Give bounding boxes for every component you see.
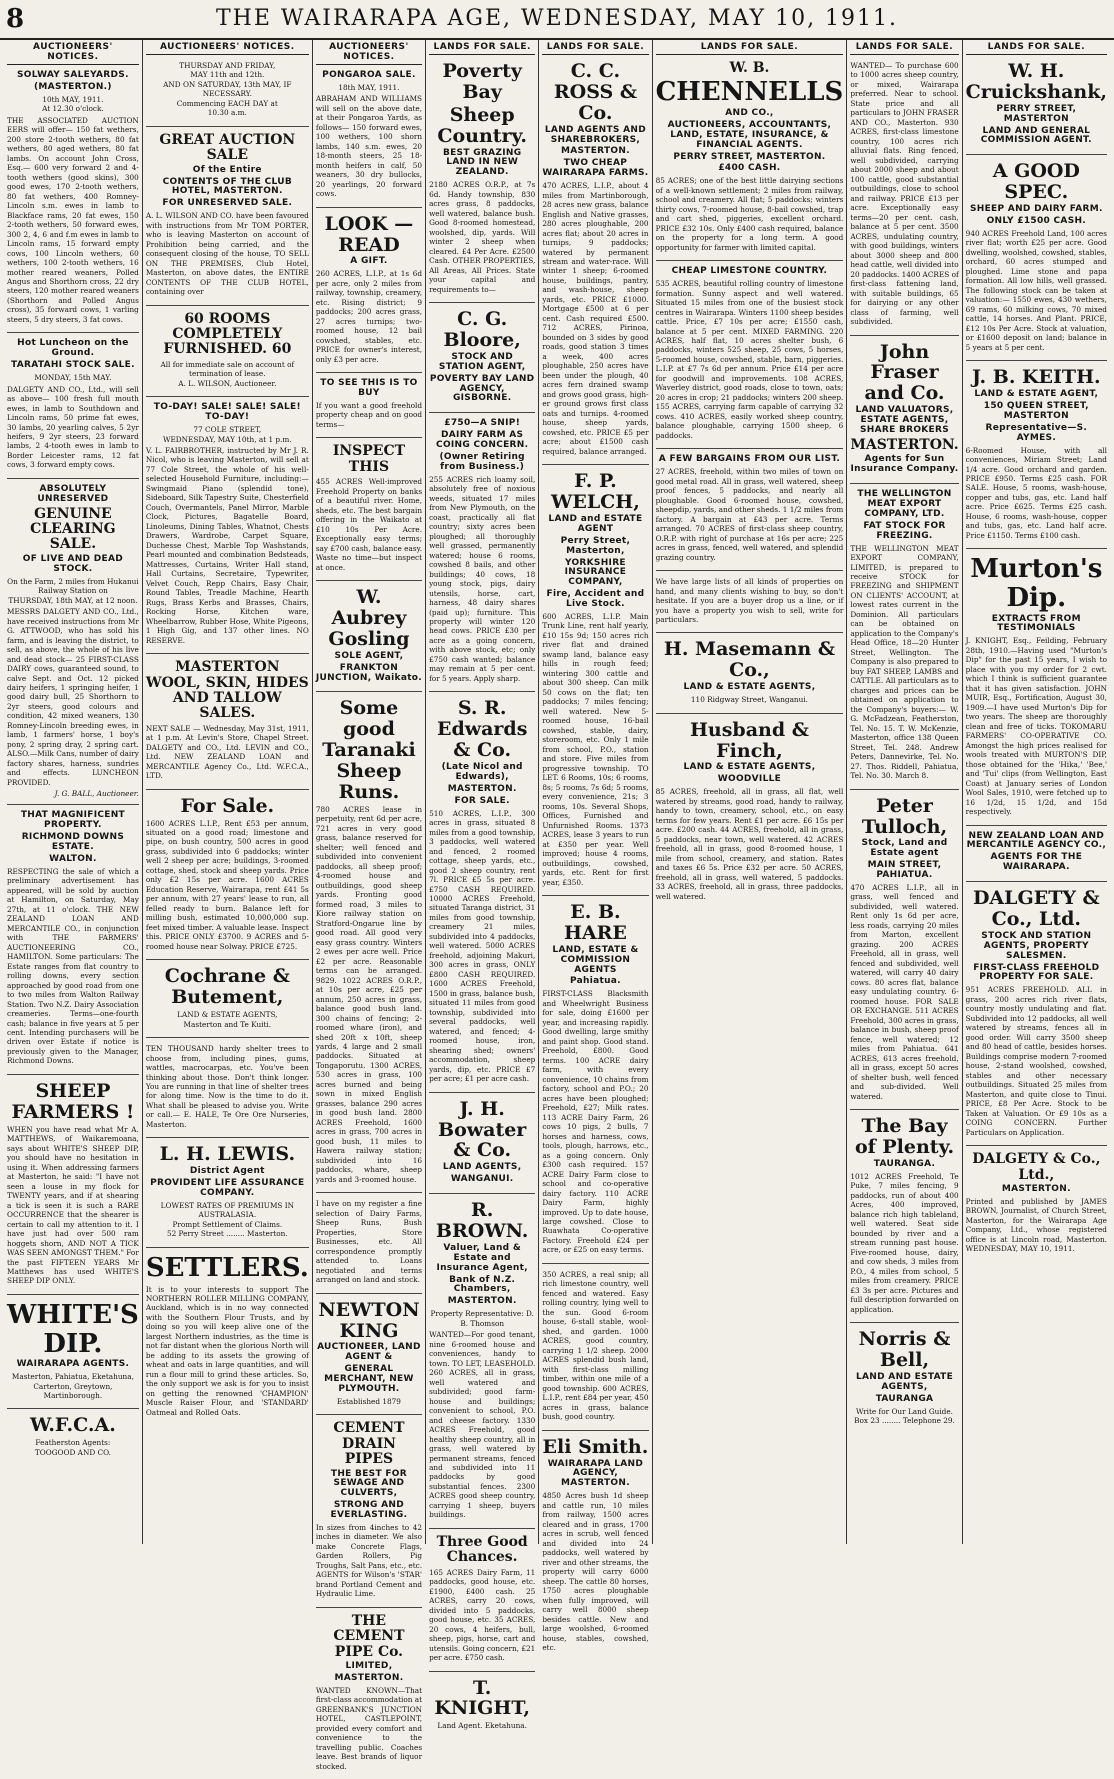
ad-line: Box 23 ........ Telephone 29. (854, 1416, 955, 1425)
column-5 (539, 40, 652, 1652)
ad-body: If you want a good freehold property cheap and on good terms— (315, 401, 423, 429)
ad-heading: WAIRARAPA LAND AGENCY, MASTERTON. (547, 1458, 644, 1489)
ad-heading: NEW ZEALAND LOAN AND MERCANTILE AGENCY CO., (966, 830, 1107, 851)
ad-heading: PROVIDENT LIFE ASSURANCE COMPANY. (150, 1178, 305, 1199)
ad-heading: S. R. Edwards & Co. (436, 697, 528, 762)
ad-heading: TO-DAY! SALE! SALE! SALE! TO-DAY! (153, 402, 301, 423)
advertisement (542, 55, 648, 465)
column-header: LANDS FOR SALE. (966, 40, 1107, 55)
ad-line: LOWEST RATES OF PREMIUMS IN AUSTRALASIA. (160, 1200, 294, 1220)
ad-heading: LAND VALUATORS, ESTATE AGENTS, SHARE BROKERS (855, 405, 954, 436)
advertisement (429, 55, 535, 303)
advertisement (316, 1415, 422, 1608)
column-header: AUCTIONEERS' NOTICES. (7, 40, 139, 65)
ad-heading: £750—A SNIP! (444, 418, 521, 429)
ad-heading: CHENNELLS (655, 77, 844, 108)
ad-heading: C. G. Bloore, (443, 308, 521, 351)
advertisement (656, 55, 844, 261)
ad-body: 350 ACRES, a real snip; all rich limestone country, well fenced and watered. Easy rolling country, lying well to the sun. Good 6-room house, 6-stall stable, wool-shed, and garden. 1000 ACRES, good country, carrying 1 1/2 sheep. 2000 ACRES splendid bush land, with first-class milling timber, within one mile of a good township. 600 ACRES, L.I.P., rent £84 per year, 450 acres in grass, balance bush, good country. (542, 1269, 649, 1422)
advertisement (7, 805, 139, 1075)
ad-heading: A GIFT. (350, 256, 388, 267)
advertisement (429, 1529, 535, 1672)
ad-heading: SOLWAY SALEYARDS. (17, 70, 129, 80)
advertisement (146, 397, 309, 654)
advertisement (542, 465, 648, 896)
ad-body: 780 ACRES lease in perpetuity, rent 6d per acre, 721 acres in very good grass, balance reserved for shelter; well fenced and subdivided into convenient paddocks, all sheep proof; 4-roomed house and outbuildings, good sheep yards. Fronting good formed road, 3 miles to Kiore railway station on Stratford-Ongarue line by good road. All good very easy grass country. Winters 2 ewes per acre well. Price £2 per acre. Reasonable terms can be arranged. 9829. 1022 ACRES O.R.P., at 10s per acre, £25 per annum, 250 acres in grass, balance good bush land. 300 chains of fencing; 2-roomed whare (iron), and shed 20ft x 10ft, sheep yards, 4 large and 2 small paddocks. Situated at Tongaporutu. 1300 ACRES, 530 acres in grass, 100 acres burned and being sown in mixed English grasses, balance 290 acres in good bush land. 2800 ACRES Freehold, 1600 acres in grass, 700 acres in good bush, 11 miles to Hawera railway station; subdivided into 16 paddocks, whare, sheep yards and 3-roomed house. (315, 804, 423, 1184)
ad-body: 535 ACRES, beautiful rolling country of limestone formation. Sunny aspect and well watered. Situated 15 miles from one of the busiest stock centres in Wairarapa. Winters 1100 sheep besides cattle. Price, £7 10s per acre; £1550 cash, balance at 5 per cent. MIXED FARMING. 220 ACRES, half flat, 10 acres shelter bush, 6 paddocks, winters 525 sheep, 25 cows, 5 horses, 5-roomed house, cowshed, stable, barn, piggeries. L.I.P. at £7 7s 6d per annum. Price £14 per acre for goodwill and improvements. 108 ACRES, Waverley district, good roads, close to town, oats; 20 acres in crop; 21 paddocks; winters 200 sheep. 155 ACRES, carrying farm capable of carrying 32 cows. 410 ACRES, easily worked sheep country, balance ploughable, carrying 1500 sheep, 6 paddocks. (655, 279, 844, 440)
ad-body: 85 ACRES; one of the best little dairying sections of a well-known settlement; 2 miles from railway, school and creamery. All flat; 5 paddocks; winters thirty cows, 7-roomed house, 8-bail cowshed, trap and cart shed, piggeries, excellent orchard. PRICE £32 10s. Only £400 cash required, balance on the property for a long term. A good opportunity for farmer with limited capital. (655, 176, 844, 252)
ad-lines (146, 61, 309, 118)
ad-heading: Poverty Bay (442, 60, 522, 103)
advertisement (429, 413, 535, 692)
advertisement (7, 65, 139, 333)
ad-heading: MAIN STREET, PAHIATUA. (867, 860, 942, 881)
ad-heading: Norris & Bell, (858, 1328, 951, 1371)
ad-heading: Peter Tulloch, (861, 794, 948, 838)
columns-container (4, 40, 1110, 1771)
ad-body: 4850 Acres bush 1d sheep and cattle run, 10 miles from railway, 1500 acres cleared and in grass, 1700 acres in scrub, well fenced and divided into 24 paddocks, well watered by river and other streams, the property will carry 6000 sheep. The cattle 80 horses, 1750 acres ploughable when fully improved, will carry well 8000 sheep besides cattle. New and large woolshed, 6-roomed house, stables, cowshed, etc. (542, 1491, 649, 1652)
ad-line: Masterton, Pahiatua, Eketahuna, Carterton, Greytown, Martinborough. (11, 1372, 134, 1400)
masthead (0, 0, 1114, 40)
ad-heading: FAT STOCK FOR FREEZING. (863, 520, 946, 541)
ad-lines (7, 1438, 139, 1457)
ad-heading: W.F.C.A. (29, 1414, 116, 1437)
advertisement (7, 1409, 139, 1465)
advertisement (542, 896, 648, 1264)
ad-heading: WANGANUI. (450, 1174, 514, 1185)
ad-heading: DAIRY FARM AS COING CONCERN. (436, 430, 529, 451)
advertisement (316, 438, 422, 581)
ad-heading: THAT MAGNIFICENT PROPERTY. (20, 810, 125, 831)
advertisement (7, 1075, 139, 1295)
ad-heading: SETTLERS. (145, 1252, 309, 1283)
ad-heading: LAND AGENTS AND SHAREBROKERS, (544, 124, 646, 145)
advertisement (316, 1608, 422, 1779)
ad-heading: MASTERTON. (560, 146, 630, 157)
ad-heading: TAURANGA (875, 1393, 934, 1404)
ad-line: 77 COLE STREET, (193, 425, 262, 435)
ad-lines (146, 1010, 309, 1029)
advertisement (146, 1248, 309, 1425)
advertisement (966, 549, 1107, 825)
ad-heading: POVERTY BAY LAND AGENCY, GISBORNE. (429, 373, 535, 404)
ad-heading: STOCK AND STATION AGENT, (438, 351, 526, 372)
ad-line: Masterton and Te Kuiti. (183, 1019, 272, 1029)
advertisement (966, 55, 1107, 155)
ad-body: 455 ACRES Well-improved Freehold Property on banks of a beautiful river. Home, sheds, etc. The best bargain offering in the Waikato at £10 10s Per Acre. Exceptionally easy terms; say £700 cash, balance easy. Waste no time—but inspect at once. (315, 477, 423, 572)
advertisement (316, 581, 422, 692)
ad-body: It is to your interests to support The NORTHERN ROLLER MILLING COMPANY, Auckland, which is in no way connected with the Southern Flour Trusts, and by doing so you will keep alive one of the largest Northern industries, as the time is not far distant when the glorious North will be adding to its assets the growing of wheat and oats in large quantities, and will run a flour mill to grind these articles. So, the only support we ask is for you to insist on getting the renowned 'CHAMPION' Muscle Raiser Flour, and 'STANDARD' Oatmeal and Rolled Oats. (145, 1284, 309, 1417)
ad-line: Land Agent. Eketahuna. (437, 1721, 527, 1731)
ad-heading: LAND AND GENERAL COMMISSION AGENT. (980, 125, 1092, 146)
ad-line: Write for Our Land Guide. (855, 1406, 953, 1416)
ad-heading: Representative—S. AYMES. (985, 422, 1088, 443)
ad-heading: Of the Entire (192, 164, 262, 175)
advertisement (316, 692, 422, 1193)
ad-body: THE WELLINGTON MEAT EXPORT COMPANY, LIMITED, is prepared to receive STOCK for FREEZING and SHIPMENT ON CLIENTS' ACCOUNT, at lowest rates current in the Dominion. All particulars can be obtained on application to the Company's Head Office, 18—20 Hunter Street, Wellington. The Company is also prepared to buy FAT SHEEP, LAMBS and CATTLE. All particulars as to charges and prices can be obtained on application to the Company's buyers:— W. G. McFadzean, Featherston, Tel. No. 15. T. W. McKenzie, Masterton, office 138 Queen Street, Tel. 248. Andrew Peters, Dannevirke, Tel. No. 27. Thos. Riddell, Pahiatua, Tel. No. 30. March 8. (850, 543, 959, 781)
ad-heading: PERRY STREET, MASTERTON. (673, 151, 826, 162)
ad-heading: LIMITED, (345, 1661, 393, 1671)
ad-heading: LAND & ESTATE AGENT, (974, 389, 1099, 400)
advertisement (316, 373, 422, 438)
ad-line: LAND & ESTATE AGENTS, (177, 1010, 278, 1020)
ad-heading: BEST GRAZING LAND IN NEW ZEALAND. (442, 147, 522, 178)
ad-heading: RICHMOND DOWNS ESTATE. (21, 832, 125, 852)
ad-heading: INSPECT THIS (332, 443, 406, 475)
ad-line: Property Representative: D. B. Thomson (430, 1309, 534, 1328)
ad-heading: GENUINE CLEARING SALE. (30, 505, 116, 553)
ad-heading: Sheep Country. (437, 103, 528, 147)
ad-body: Printed and published by JAMES BROWN, Journalist, of Church Street, Masterton, for the Wairarapa Age Company, Ltd., whose registered office is at Lincoln road, Masterton. WEDNESDAY, MAY 10, 1911. (965, 1196, 1107, 1254)
ad-heading: Husband & Finch, (689, 718, 809, 762)
ad-line: WEDNESDAY, MAY 10th, at 1 p.m. (162, 434, 292, 444)
ad-body: In sizes from 4inches to 42 inches in diameter. We also make Concrete Flags, Garden Rollers, Pig Troughs, Salt Pans, etc., etc. AGENTS for Wilson's 'STAR' brand Portland Cement and Hydraulic Lime. (315, 1522, 423, 1599)
ad-body: We have large lists of all kinds of properties on hand, and many clients wishing to buy, so don't hesitate. If you are a buyer drop us a line, or if you have a property you wish to sell, write for particulars. (655, 577, 844, 624)
ad-heading: STOCK AND STATION AGENTS, PROPERTY SALESMEN. (981, 930, 1092, 961)
column-header: AUCTIONEERS' NOTICES. (146, 40, 309, 55)
ad-heading: 60 ROOMS COMPLETELY FURNISHED. 60 (163, 310, 292, 358)
advertisement (656, 449, 844, 571)
ad-heading: Agents for Sun Insurance Company. (850, 454, 959, 475)
ad-body: 6-Roomed House, with all conveniences, Miriam Street; Land 1/4 acre. Good orchard and garden. PRICE £950. Terms £25 cash. FOR SALE. House, 5 rooms, wash-house, copper and tubs, gas, etc. Land half acre. Price £625. Terms £25 cash. House, 6 rooms, wash-house, copper and tubs, gas, etc. Land half acre. Price £1150. Terms £100 cash. (965, 445, 1107, 540)
ad-heading: WHITE'S DIP. (7, 1299, 139, 1359)
advertisement (966, 1146, 1107, 1262)
ad-heading: LOOK — READ (324, 212, 414, 256)
ad-line: On the Farm, 2 miles from Hukanui Railway Station on (7, 576, 139, 596)
ad-lines (656, 695, 844, 704)
ad-heading: MASTERTON. (850, 436, 959, 453)
ad-heading: WALTON. (49, 853, 97, 864)
ad-body: ABRAHAM AND WILLIAMS will sell on the above date, at their Pongaroa Yards, as follows— 150 forward ewes, 100 wethers, 100 shorn lambs, 140 s.m. ewes, 20 18-month steers, 25 18-month heifers in calf, 50 weaners, 30 dry bullocks, 20 yearlings, 20 forward cows. (315, 94, 423, 199)
ad-heading: MASTERTON. (334, 1672, 404, 1683)
advertisement (429, 1194, 535, 1529)
ad-heading: L. H. LEWIS. (159, 1143, 296, 1166)
advertisement (316, 208, 422, 374)
ad-heading: GENERAL MERCHANT, NEW PLYMOUTH. (324, 1364, 414, 1394)
advertisement (7, 333, 139, 479)
ad-line: 10.30 a.m. (207, 108, 247, 118)
advertisement (146, 960, 309, 1038)
ad-body: 1012 ACRES Freehold, Te Puke, 7 miles fencing, 9 paddocks, run of about 400 Acres, 400 improved, balance rich high tableland, well watered. Seat side bounded by river and a stream running past house. Five-roomed house, dairy, and cow sheds, 3 miles from P.O., 4 miles from school, 5 miles from creamery. PRICE £3 3s per acre. Pictures and full description forwarded on application. (850, 1171, 959, 1314)
ad-heading: PONGAROA SALE. (322, 70, 416, 80)
ad-lines (7, 373, 139, 382)
ad-heading: Fire, Accident and Live Stock. (546, 589, 645, 610)
advertisement (429, 303, 535, 413)
ad-heading: AND CO., (725, 107, 774, 118)
advertisement (429, 692, 535, 1092)
ad-heading: J. B. KEITH. (972, 366, 1101, 389)
ad-heading: Three Good Chances. (436, 1533, 528, 1566)
ad-body: A. L. WILSON AND CO. have been favoured with instructions from Mr TOM PORTER, who is leaving Masterton on account of Prohibition being carried, and the consequent closing of the house, TO SELL ON THE PREMISES, Club Hotel, Masterton, on above dates, the ENTIRE CONTENTS OF THE CLUB HOTEL, containing over (145, 211, 309, 297)
ad-heading: (Late Nicol and Edwards), (441, 762, 523, 782)
ad-heading: OF LIVE AND DEAD STOCK. (22, 553, 124, 574)
column-8 (963, 40, 1110, 1544)
ad-heading: C. C. ROSS & Co. (553, 60, 637, 124)
ad-heading: THE CEMENT PIPE Co. (333, 1612, 405, 1660)
ad-heading: Bank of N.Z. Chambers, (449, 1274, 516, 1295)
ad-line: MAY 11th and 12th. (190, 70, 265, 80)
ad-heading: District Agent (189, 1166, 265, 1177)
advertisement (146, 790, 309, 961)
advertisement (542, 1264, 648, 1431)
ad-heading: TARATAHI STOCK SALE. (11, 360, 135, 371)
ad-lines (146, 360, 309, 388)
ad-line: Prompt Settlement of Claims. (172, 1219, 283, 1229)
ad-body: NEXT SALE — Wednesday, May 31st, 1911, at 1 p.m. At Levin's Store, Chapel Street. DALGETY and CO., Ltd. LEVIN and CO., Ltd. NEW ZEALAND LOAN and MERCANTILE Agency Co., Ltd. W.F.C.A., LTD. (145, 723, 309, 781)
ad-heading: NEWTON KING (318, 1298, 420, 1342)
ad-heading: 150 QUEEN STREET, MASTERTON (983, 400, 1089, 421)
column-3 (313, 40, 426, 1771)
ad-heading: Eli Smith. (542, 1435, 649, 1458)
ad-heading: ONLY £1500 CASH. (986, 216, 1087, 227)
advertisement (850, 336, 958, 485)
ad-line: AND ON SATURDAY, 13th MAY, IF NECESSARY. (163, 79, 292, 99)
column-4 (426, 40, 539, 1731)
ad-heading: Pahiatua. (569, 976, 621, 987)
advertisement (146, 306, 309, 398)
ad-body: WANTED KNOWN—That first-class accommodation at GREENBANK'S JUNCTION HOTEL, CASTLEPOINT, provided every comfort and convenience to the travelling public. Coaches leave. Best brands of liquor stocked. (315, 1685, 423, 1771)
ad-line: All for immediate sale on account of termination of lease. (160, 359, 295, 379)
column-header: LANDS FOR SALE. (656, 40, 844, 55)
ad-body: 255 ACRES rich loamy soil, absolutely free of noxious weeds, situated 17 miles from New Plymouth, on the coast, practically all flat country; sixty acres been ploughed; all thoroughly well grassed, permanently watered; house 6 rooms, cowshed 8 bails, and other buildings; 40 cows, 18 young stock, pigs, dairy utensils, horse, cart, harness, 48 dairy shares (paid up); furniture. This property will winter 120 head cows. PRICE £30 per acre as a going concern, with above stock, etc; only £750 cash wanted; balance may remain at 5 per cent. for 5 years. Apply sharp. (429, 474, 536, 683)
ad-line: TOOGOOD AND CO. (34, 1447, 111, 1457)
ad-heading: MASTERTON. (447, 783, 517, 794)
ad-heading: THE WELLINGTON MEAT EXPORT COMPANY, LTD. (857, 489, 952, 519)
ad-heading: A FEW BARGAINS FROM OUR LIST. (658, 454, 841, 465)
advertisement (316, 1193, 422, 1293)
ad-heading: SOLE AGENT, (334, 650, 404, 661)
ad-heading: AGENTS FOR THE WAIRARAPA. (990, 852, 1083, 873)
ad-heading: W. H. Cruickshank, (965, 60, 1107, 103)
ad-lines (850, 1407, 958, 1426)
ad-heading: SHEEP FARMERS ! (11, 1079, 135, 1123)
ad-line: At 12.30 o'clock. (42, 104, 104, 114)
ad-body: 1600 ACRES L.I.P., Rent £53 per annum, situated on a good road; limestone and pipe, on bush country, 500 acres in good grass, subdivided into 6 paddocks; winter well 2 sheep per acre; buildings, 3-roomed cottage, shed, stock and sheep yards. Price only £2 15s per acre. 1600 ACRES Education Reserve, Wairarapa, rent £41 5s per annum, with 27 years' lease to run, all felled ready to burn. Balance left for milling bush, estimated 10,000,000 sup. feet mixed timber. A valuable lease. Inspect this. PRICE ONLY £3700. 9 ACRES and 5-roomed house near Solway. PRICE £725. (145, 818, 309, 951)
advertisement (966, 882, 1107, 1146)
ad-lines (316, 1397, 422, 1406)
ad-heading: THE BEST FOR SEWAGE AND CULVERTS, (330, 1468, 407, 1499)
ad-body: 470 ACRES, L.I.P., about 4 miles from Martinborough, 28 acres new grass, balance English and Native grasses, 280 acres ploughable, 200 acres flat; about 20 acres in turnips, 9 paddocks; watered by permanent stream and water-race. Will winter 1 sheep; 6-roomed house, buildings, pantry, and wash-house, sheep yards, etc. PRICE £1000. Mortgage £500 at 6 per cent. Cash required £500. 712 ACRES, Pirinoa, bounded on 3 sides by good roads, good station 3 times a week, 400 acres ploughable, 250 acres have been under the plough, 40 acres fern drained swamp and grows good grass, high-er ground grows first class oats and turnips. 4-roomed house, sheep yards, cowshed, etc. PRICE £5 per acre; about £1500 cash required, balance arranged. (542, 181, 649, 456)
ad-heading: MASTERTON. (1001, 1183, 1071, 1194)
column-header: LANDS FOR SALE. (850, 40, 958, 55)
ad-heading: LAND AGENTS, (442, 1162, 522, 1173)
ad-heading: STRONG AND EVERLASTING. (330, 1500, 408, 1521)
ad-heading: AUCTIONEERS, ACCOUNTANTS, LAND, ESTATE, INSURANCE, & FINANCIAL AGENTS. (667, 119, 832, 150)
ad-lines (7, 95, 139, 114)
advertisement (850, 790, 958, 1110)
advertisement (850, 484, 958, 790)
ad-heading: AUCTIONEER, LAND AGENT & (317, 1342, 421, 1363)
ad-heading: WOODVILLE (717, 774, 782, 785)
ad-heading: Some good Taranaki Sheep Runs. (322, 697, 416, 803)
ad-body: WANTED— To purchase 600 to 1000 acres sheep country, or mixed, Wairarapa preferred. Near to school. State price and all particulars to JOHN FRASER AND CO., Masterton. 930 ACRES, first-class limestone country, 100 acres rich alluvial flats. Ring fenced, well subdivided, carrying about 2000 sheep and about 100 cattle, good substantial outbuildings, close to school and railway. PRICE £13 per acre. Exceptionally easy terms—20 per cent. cash, balance at 5 per cent. 3500 ACRES, undulating country, with good buildings, winters about 3000 sheep and 800 head cattle, well divided into 20 paddocks. 1400 ACRES of first-class fattening land, with suitable buildings, 65 for dairying or any other class of farming, well subdivided. (850, 61, 959, 327)
ad-heading: CHEAP LIMESTONE COUNTRY. (671, 266, 828, 277)
ad-heading: EXTRACTS FROM TESTIMONIALS (991, 613, 1081, 634)
ad-heading: CEMENT DRAIN PIPES (333, 1420, 405, 1468)
ad-heading: H. Masemann & Co., (663, 638, 835, 682)
ad-body: 2180 ACRES O.R.P., at 7s 6d. Handy township, 830 acres grass, 8 paddocks, well watered, balance bush. Good 8-roomed homestead, woolshed, dip, yards. Will winter 2 sheep when cleared. £4 Per Acre. £2500 Cash. OTHER PROPERTIES, All Areas, All Prices. State your capital and requirements to— (429, 180, 536, 294)
ad-heading: Hot Luncheon on the Ground. (17, 338, 129, 359)
ad-heading: Cochrane & Butement, (164, 965, 290, 1009)
ad-line: THURSDAY AND FRIDAY, (179, 61, 276, 70)
ad-heading: J. H. Bowater & Co. (438, 1097, 527, 1162)
ad-body: TEN THOUSAND hardy shelter trees to choose from, including pines, gums, wattles, macrocarpas, etc. You've been thinking about those. Don't think longer. You are running in that line of shelter trees for along time. Now is the time to do it. What shall be pleased to advise you. Write or call.— E. HALE, Te Ore Ore Nurseries, Masterton. (145, 1044, 309, 1129)
advertisement (966, 155, 1107, 361)
column-2 (143, 40, 313, 1544)
ad-heading: LAND AND ESTATE AGENTS, (855, 1371, 954, 1392)
ad-lines (146, 1201, 309, 1239)
ad-heading: (MASTERTON.) (34, 81, 112, 92)
ad-heading: R. BROWN. (435, 1199, 529, 1243)
ad-heading: LAND and ESTATE AGENT (548, 513, 643, 534)
advertisement (146, 1138, 309, 1248)
ad-body: 85 ACRES, freehold, all in grass, all flat, well watered by streams, good road, handy to railway, handy to town, creamery, school, etc., on easy terms for few years. Rent £1 per acre. £6 15s per acre. £200 cash. 44 ACRES, freehold, all in grass, 5 paddocks, near town, well watered. 42 ACRES freehold, all in grass, good 8-roomed house, 1 mile from school, creamery, and station. Rates and taxes £6 5s. Price £32 per acre. 50 ACRES, freehold, all in grass, well watered, 5 paddocks. 33 ACRES, freehold, all in grass, three paddocks, well watered. (655, 787, 844, 901)
column-6 (653, 40, 848, 1544)
ad-body: J. KNIGHT, Esq., Feilding, February 28th, 1910.—Having used "Murton's Dip" for the past 15 years, I wish to place with you my order for 2 cwt. which I think is sufficient guarantee that it has given satisfaction. JOHN MUIR, Esq., Fortification, August 30, 1909.—I have used Murton's Dip for two years. The sheep are thoroughly clean and free of ticks. TOKOMARU FARMERS' CO-OPERATIVE CO. Amongst the high prices realised for wools treated with MURTON'S DIP, those obtained for the 'Hika,' 'Bee,' and 'Tui' clips (from Wellington, East Coast) at January series of London Wool Sales, 1910, were fetched up to 16 1/2d, 15 1/2d, and 15d respectively. (965, 636, 1107, 817)
ad-body: I have on my register a fine selection of Dairy Farms, Sheep Runs, Bush Properties, Store Businesses, etc. All correspondence promptly attended to. Loans negotiated and terms arranged on land and stock. (315, 1199, 423, 1285)
ad-line: 10th MAY, 1911. (42, 94, 104, 104)
ad-lines (146, 425, 309, 444)
ad-body: 510 ACRES, L.I.P., 300 acres in grass, situated 8 miles from a good township, 3 paddocks, well watered and fenced, 2 roomed cottage, sheep yards, etc., good 2 sheep country, rent 7l. PRICE £5 5s per acre. £750 CASH REQUIRED. 10000 ACRES Freehold, situated Taranga district, 31 miles from good township, creamery 21 miles, subdivided into 4 paddocks, well watered. 5000 ACRES freehold, adjoining Makuri, 300 acres in grass, ONLY £800 CASH REQUIRED. 1600 ACRES Freehold, 1500 in grass, balance bush, situated 11 miles from good township, subdivided into several paddocks, well watered, and fenced; 4-roomed house, iron, shearing shed; owners' accommodation, sheep yards, dip, etc. PRICE £7 per acre; £1 per acre cash. (429, 808, 536, 1084)
ad-heading: £400 CASH. (718, 163, 781, 174)
ad-heading: ABSOLUTELY UNRESERVED (37, 483, 109, 504)
ad-line: MONDAY, 15th MAY. (34, 373, 112, 383)
ad-heading: DALGETY & Co., Ltd., (972, 1151, 1101, 1183)
advertisement (316, 1294, 422, 1416)
ad-heading: GREAT AUCTION SALE (159, 131, 296, 164)
ad-heading: MASTERTON. (447, 1296, 517, 1307)
advertisement (850, 1323, 958, 1433)
ad-heading: LAND & ESTATE AGENTS, (683, 762, 816, 773)
advertisement (542, 1431, 648, 1661)
ad-lines (7, 577, 139, 605)
ad-heading: (Owner Retiring from Business.) (439, 451, 525, 472)
advertisement (7, 479, 139, 805)
advertisement (966, 361, 1107, 549)
ad-lines (429, 1721, 535, 1730)
ad-lines (316, 83, 422, 92)
advertisement (146, 654, 309, 789)
ad-heading: PERRY STREET, MASTERTON (996, 103, 1077, 124)
column-1 (4, 40, 143, 1544)
ad-heading: Perry Street, Masterton, (560, 535, 631, 556)
ad-heading: DALGETY & Co., Ltd. (972, 887, 1100, 931)
ad-body: V. L. FAIRBROTHER, instructed by Mr J. R. Nicol, who is leaving Masterton, will sell at 77 Cole Street, the whole of his well-selected Household Furniture, including:— Swingmaid Piano (splendid tone), Sideboard, Silk Tapestry Suite, Chesterfield Couch, Overmantels, Panel Mirror, Marble Clock, Pictures, Bagatelle Board, Linoleums, Dining Tables, Whatnot, Chests Drawers, Wardrobe, Carpet Square, Duchesse Chest, Marble Top Washstands, Pearl mounted and combination Bedsteads, Mattresses, Curtains, Writer Hall stand, Hall Curtains, Secretaire, Typewriter, Velvet Couch, Repp Chairs, Easy Chair, Round Tables, Treadle Machine, Hearth Rugs, Brass Kerbs and Brasses, Chairs, Rocking Horse, Kitchen ware, Wheelbarrow, Rubber Hose, White Pigeons, 1 High Gig, and 137 other lines. NO RESERVE. (145, 445, 309, 645)
ad-body: 260 ACRES, L.I.P., at 1s 6d per acre, only 2 miles from railway, township, creamery, etc. Rising district; 9 paddocks; 200 acres grass, 27 acres turnips; two-roomed house, 12 bail cowshed, stables, etc. PRICE for owner's interest, only £3 per acre. (315, 269, 423, 364)
column-header: AUCTIONEERS' NOTICES. (316, 40, 422, 65)
ad-body: MESSRS DALGETY AND CO., Ltd., have received instructions from Mr G. ATTWOOD, who has sold his farm, and is leaving the district, to sell, as above, the whole of his live and dead stock— 25 FIRST-CLASS DAIRY cows, guaranteed sound, to calve Sept. and Oct. 12 picked dairy heifers, 1 springing heifer, 1 good dairy bull, 25 Shorthorn to 2yr steers, good colours and condition, 42 mixed weaners, 130 Romney-Lincoln breeding ewes, in lamb, 1 farmers' horse, 1 boy's pony, 2 spring dray, 2 spring cart. ALSO.—Milk Cans, number of dairy factory shares, harness, sundries and effects. LUNCHEON PROVIDED. (7, 607, 139, 787)
ad-body: 27 ACRES, freehold, within two miles of town on good metal road. All in grass, well watered, sheep proof fences, 5 paddocks, and nearly all ploughable. Good 6-roomed house, cowshed, sheepdip, yards, and other sheds. 1 1/2 miles from factory. A bargain at £43 per acre. Terms arranged. 70 ACRES of first-class sheep country, O.R.P. with right of purchase at 16s per acre; 225 acres in grass, fenced, well watered, and splendid grazing country. (655, 467, 844, 562)
ad-body: 600 ACRES, L.I.P. Main Trunk Line, rent half yearly, £10 15s 9d; 150 acres rich river flat and drained swamp land, balance easy hills in rough feed; wintering 300 cattle and about 300 sheep. Can milk 50 cows on the flat; ten paddocks; 7 miles fencing; well watered. New 5-roomed house, 16-bail cowshed, stable, dairy, storeroom, etc. Only 1 mile from school, P.O., station and store. Five miles from progressive township. TO LET. 6 Rooms, 10s; 6 rooms, 8s; 5 rooms, 7s 6d; 5 rooms, every convenience, 21s; 3 rooms, 10s. Several Shops, Offices, Furnished and Unfurnished Rooms. 1373 ACRES, lease 3 years to run at £350 per year. Well improved; house 4 rooms, outbuildings, cowshed, yards, etc. Rent for first year, £350. (542, 611, 649, 887)
ad-heading: W. B. (729, 60, 770, 76)
ad-line: 52 Perry Street ........ Masterton. (166, 1229, 288, 1239)
ad-signature: J. G. BALL, Auctioneer. (54, 789, 139, 799)
ad-heading: John Fraser and Co. (864, 340, 945, 405)
newspaper-title: THE WAIRARAPA AGE, WEDNESDAY, MAY 10, 1911. (215, 6, 899, 31)
ad-line: A. L. WILSON, Auctioneer. (178, 378, 277, 388)
ad-heading: E. B. HARE (563, 901, 627, 944)
ad-body: 470 ACRES L.I.P., all in grass, well fenced and subdivided, well watered. Rent only 1s 6d per acre, less roads, carrying 20 miles from Marton, excellent grazing. 200 ACRES Freehold, all in grass, well fenced and subdivided, well watered, will carry 40 dairy cows. 80 acres flat, balance easy undulating country. 6-roomed house. FOR SALE OR EXCHANGE. 511 ACRES Freehold, 300 acres in grass, balance in bush, sheep proof fence, well watered; 12 miles from Pahiatua. 641 ACRES, 613 acres freehold, all in grass, except 50 acres of shelter bush, well fenced and sub-divided. Well watered. (850, 882, 959, 1101)
ad-body: 165 ACRES Dairy Farm, 11 paddocks, good house, etc. £1900, £400 cash. 25 ACRES, carry 20 cows, divided into 5 paddocks, good house, etc. 35 ACRES, 20 cows, 4 heifers, bull, sheep, pigs, horse, cart and utensils. Going concern, £21 per acre. £750 cash. (429, 1567, 536, 1663)
ad-heading: FIRST-CLASS FREEHOLD PROPERTY FOR SALE. (973, 962, 1100, 983)
ad-line: 110 Ridgway Street, Wanganui. (690, 695, 808, 705)
ad-heading: Murton's Dip. (970, 554, 1103, 613)
ad-heading: TWO CHEAP WAIRARAPA FARMS. (542, 158, 649, 179)
ad-heading: WAIRARAPA AGENTS. (16, 1359, 130, 1370)
ad-line: Featherston Agents: (35, 1438, 111, 1448)
ad-heading: TO SEE THIS IS TO BUY (320, 378, 418, 399)
ad-heading: SHEEP AND DAIRY FARM. (969, 204, 1103, 215)
advertisement (429, 1672, 535, 1739)
ad-heading: YORKSHIRE INSURANCE COMPANY, (564, 557, 627, 588)
advertisement (656, 714, 844, 909)
advertisement (966, 826, 1107, 883)
ad-line: Commencing EACH DAY at (176, 98, 278, 108)
ad-heading: F. P. WELCH, (551, 470, 640, 514)
ad-heading: The Bay of Plenty. (854, 1115, 955, 1159)
ad-heading: LAND & ESTATE AGENTS, (683, 682, 816, 693)
advertisement (429, 1093, 535, 1194)
ad-body: WHEN you have read what Mr A. MATTHEWS, of Waikaremoana, says about WHITE'S SHEEP DIP, you should have no hesitation in using it. When addressing farmers at Masterton, he said: "I have not seen a louse in my flock for TWENTY years, and if at shearing a tick is seen it is such a RARE OCCURRENCE that the shearer is certain to call my attention to it. I have just had over 500 ram hoggets shorn, AND NOT A TICK WAS SEEN AMONGST THEM." For the past FIFTEEN YEARS Mr Matthews has used WHITE'S SHEEP DIP ONLY. (7, 1124, 139, 1286)
advertisement (656, 261, 844, 449)
advertisement (7, 1295, 139, 1410)
advertisement (850, 55, 958, 336)
advertisement (146, 55, 309, 127)
ad-body: RESPECTING the sale of which a preliminary advertisement has appeared, will be sold by auction at Hamilton, on Saturday, May 27th, at 11 o'clock. THE NEW ZEALAND LOAN AND MERCANTILE CO., in conjunction with THE FARMERS' AUCTIONEERING CO., HAMILTON. Some particulars: The Estate ranges from flat country to rolling downs, every section approached by good road from one to two miles from Walton Railway Station. Two N.Z. Dairy Association creameries. Terms—one-fourth cash; balance in five years at 5 per cent. Intending purchasers will be driven over Estate if notice is previously given to the Manager, Richmond Downs. (7, 866, 139, 1066)
ad-heading: LAND, ESTATE & COMMISSION AGENTS (552, 944, 639, 975)
ad-heading: T. KNIGHT, (434, 1676, 530, 1720)
page-number: 8 (6, 4, 25, 34)
ad-heading: W. Aubrey Gosling (328, 586, 410, 650)
advertisement (656, 633, 844, 713)
ad-heading: TAURANGA. (873, 1158, 936, 1169)
ad-heading: FOR SALE. (454, 795, 510, 806)
ad-heading: FOR UNRESERVED SALE. (162, 198, 293, 209)
advertisement (850, 1110, 958, 1323)
ad-body: FIRST-CLASS Blacksmith and Wheelwright Business for sale, doing £1600 per year, and increasing rapidly. Good dwelling, large smithy and paint shop. Good stand. Freehold, £800. Good terms. 100 ACRE dairy farm, with every convenience, 10 chains from factory, school and P.O.; 20 acres have been ploughed; Freehold, £27; Milk rates. 113 ACRE Dairy Farm, 26 cows 10 pigs, 2 bulls, 7 horses and harness, cows, tools, plough, harrows, etc., as a going concern. Only £300 cash required. 157 ACRE Dairy Farm close to school and co-operative dairy factory. 110 ACRE Dairy Farm, highly improved. Up to date house, large cowshed. Close to Ruawhata Co-operative Factory. Freehold £24 per acre, or £25 on easy terms. (542, 989, 649, 1255)
ad-body: DALGETY AND CO., Ltd., will sell as above— 100 fresh full mouth ewes, in lamb to Southdown and Lincoln rams, 50 prime fat ewes, 30 lambs, 20 yearling calves, 5 2yr heifers, 9 2yr steers, 23 forward lambs, 2 4-tooth ewes in lamb to Border Leicester rams, 12 fat cows, 3 forward empty cows. (7, 384, 139, 470)
ad-body: WANTED—For good tenant, nine 6-roomed house and conveniences, handy to town. TO LET, LEASEHOLD. 260 ACRES, all in grass, well watered and subdivided; good farm-house and buildings; convenient to school, P.O. and cheese factory. 1330 ACRES Freehold, good healthy sheep country, all in grass, well watered by permanent streams, fenced and subdivided into 11 paddocks by good substantial fences. 2300 ACRES good sheep country, carrying 1 sheep, buyers buildings. (429, 1330, 536, 1520)
ad-heading: MASTERTON WOOL, SKIN, HIDES AND TALLOW SALES. (145, 659, 309, 722)
ad-line: Established 1879 (336, 1396, 401, 1406)
column-7 (847, 40, 962, 1544)
ad-heading: For Sale. (180, 794, 275, 817)
advertisement (146, 127, 309, 306)
ad-heading: CONTENTS OF THE CLUB HOTEL, MASTERTON. (162, 176, 293, 197)
column-header: LANDS FOR SALE. (542, 40, 648, 55)
ad-heading: Stock, Land and Estate agent (861, 838, 948, 859)
ad-line: THURSDAY, 18th MAY, at 12 noon. (8, 595, 138, 605)
column-header: LANDS FOR SALE. (429, 40, 535, 55)
ad-line: 18th MAY, 1911. (338, 82, 400, 92)
ad-heading: Valuer, Land & Estate and Insurance Agent, (436, 1242, 528, 1273)
advertisement (146, 1038, 309, 1138)
advertisement (316, 65, 422, 208)
ad-heading: FRANKTON JUNCTION, Waikato. (315, 662, 423, 683)
ad-body: 940 ACRES Freehold Land, 100 acres river flat; worth £25 per acre. Good dwelling, woolshed, cowshed, stables, orchard, 60 acres stumped and ploughed. Lime stone and papa formation. All low hills, well grassed. The following stock can be taken at valuation:— 1550 ewes, 430 wethers, 69 rams, 60 milking cows, 70 mixed cattle, 14 horses. And Plant. PRICE, £12 10s Per Acre. Stock at valuation, or £1600 deposit on land; balance in 5 years at 5 per cent. (965, 228, 1107, 352)
ad-lines (7, 1372, 139, 1400)
advertisement (656, 571, 844, 633)
ad-heading: A GOOD SPEC. (992, 160, 1080, 204)
ad-body: THE ASSOCIATED AUCTION EERS will offer— 150 fat wethers, 200 store 2-tooth wethers, 80 fat wethers, 80 aged wethers, 80 fat lambs. On account John Cross, Esq.— 600 very forward 2 and 4-tooth wethers (good skins), 300 good ewes, 170 2-tooth wethers, 80 fat wethers, 400 Romney-Lincoln s.m. ewes in lamb to Blackface rams, 20 fat ewes, 150 2-tooth wethers, 50 forward ewes, 300 2, 4, 6 and f.m ewes in lamb to Lincoln rams, 15 forward empty cows, 100 Lincoln wethers, 60 wethers, 100 2-tooth wethers, 16 mother reared weaners, Polled Angus and Shorthorn cross, 22 dry steers, 120 mother reared weaners (Shorthorn and Polled Angus cross), 35 forward cows, 1 varling steers, 5 dry steers, 3 fat cows. (7, 115, 139, 324)
ad-body: 951 ACRES FREEHOLD. ALL in grass, 200 acres rich river flats, country mostly undulating and flat. Subdivided into 12 paddocks, all well watered by streams, fences all in good order. Will carry 3500 sheep and 80 head of cattle, besides horses. Buildings comprise modern 7-roomed house, 2-stand woolshed, cowshed, stables and other necessary outbuildings. Situated 25 miles from Masterton, and quite close to Tinui. PRICE, £8 Per Acre. Stock to be Taken at Valuation. Or £9 10s as a COING CONCERN. Further Particulars on Application. (965, 985, 1107, 1137)
ad-lines (429, 1309, 535, 1328)
